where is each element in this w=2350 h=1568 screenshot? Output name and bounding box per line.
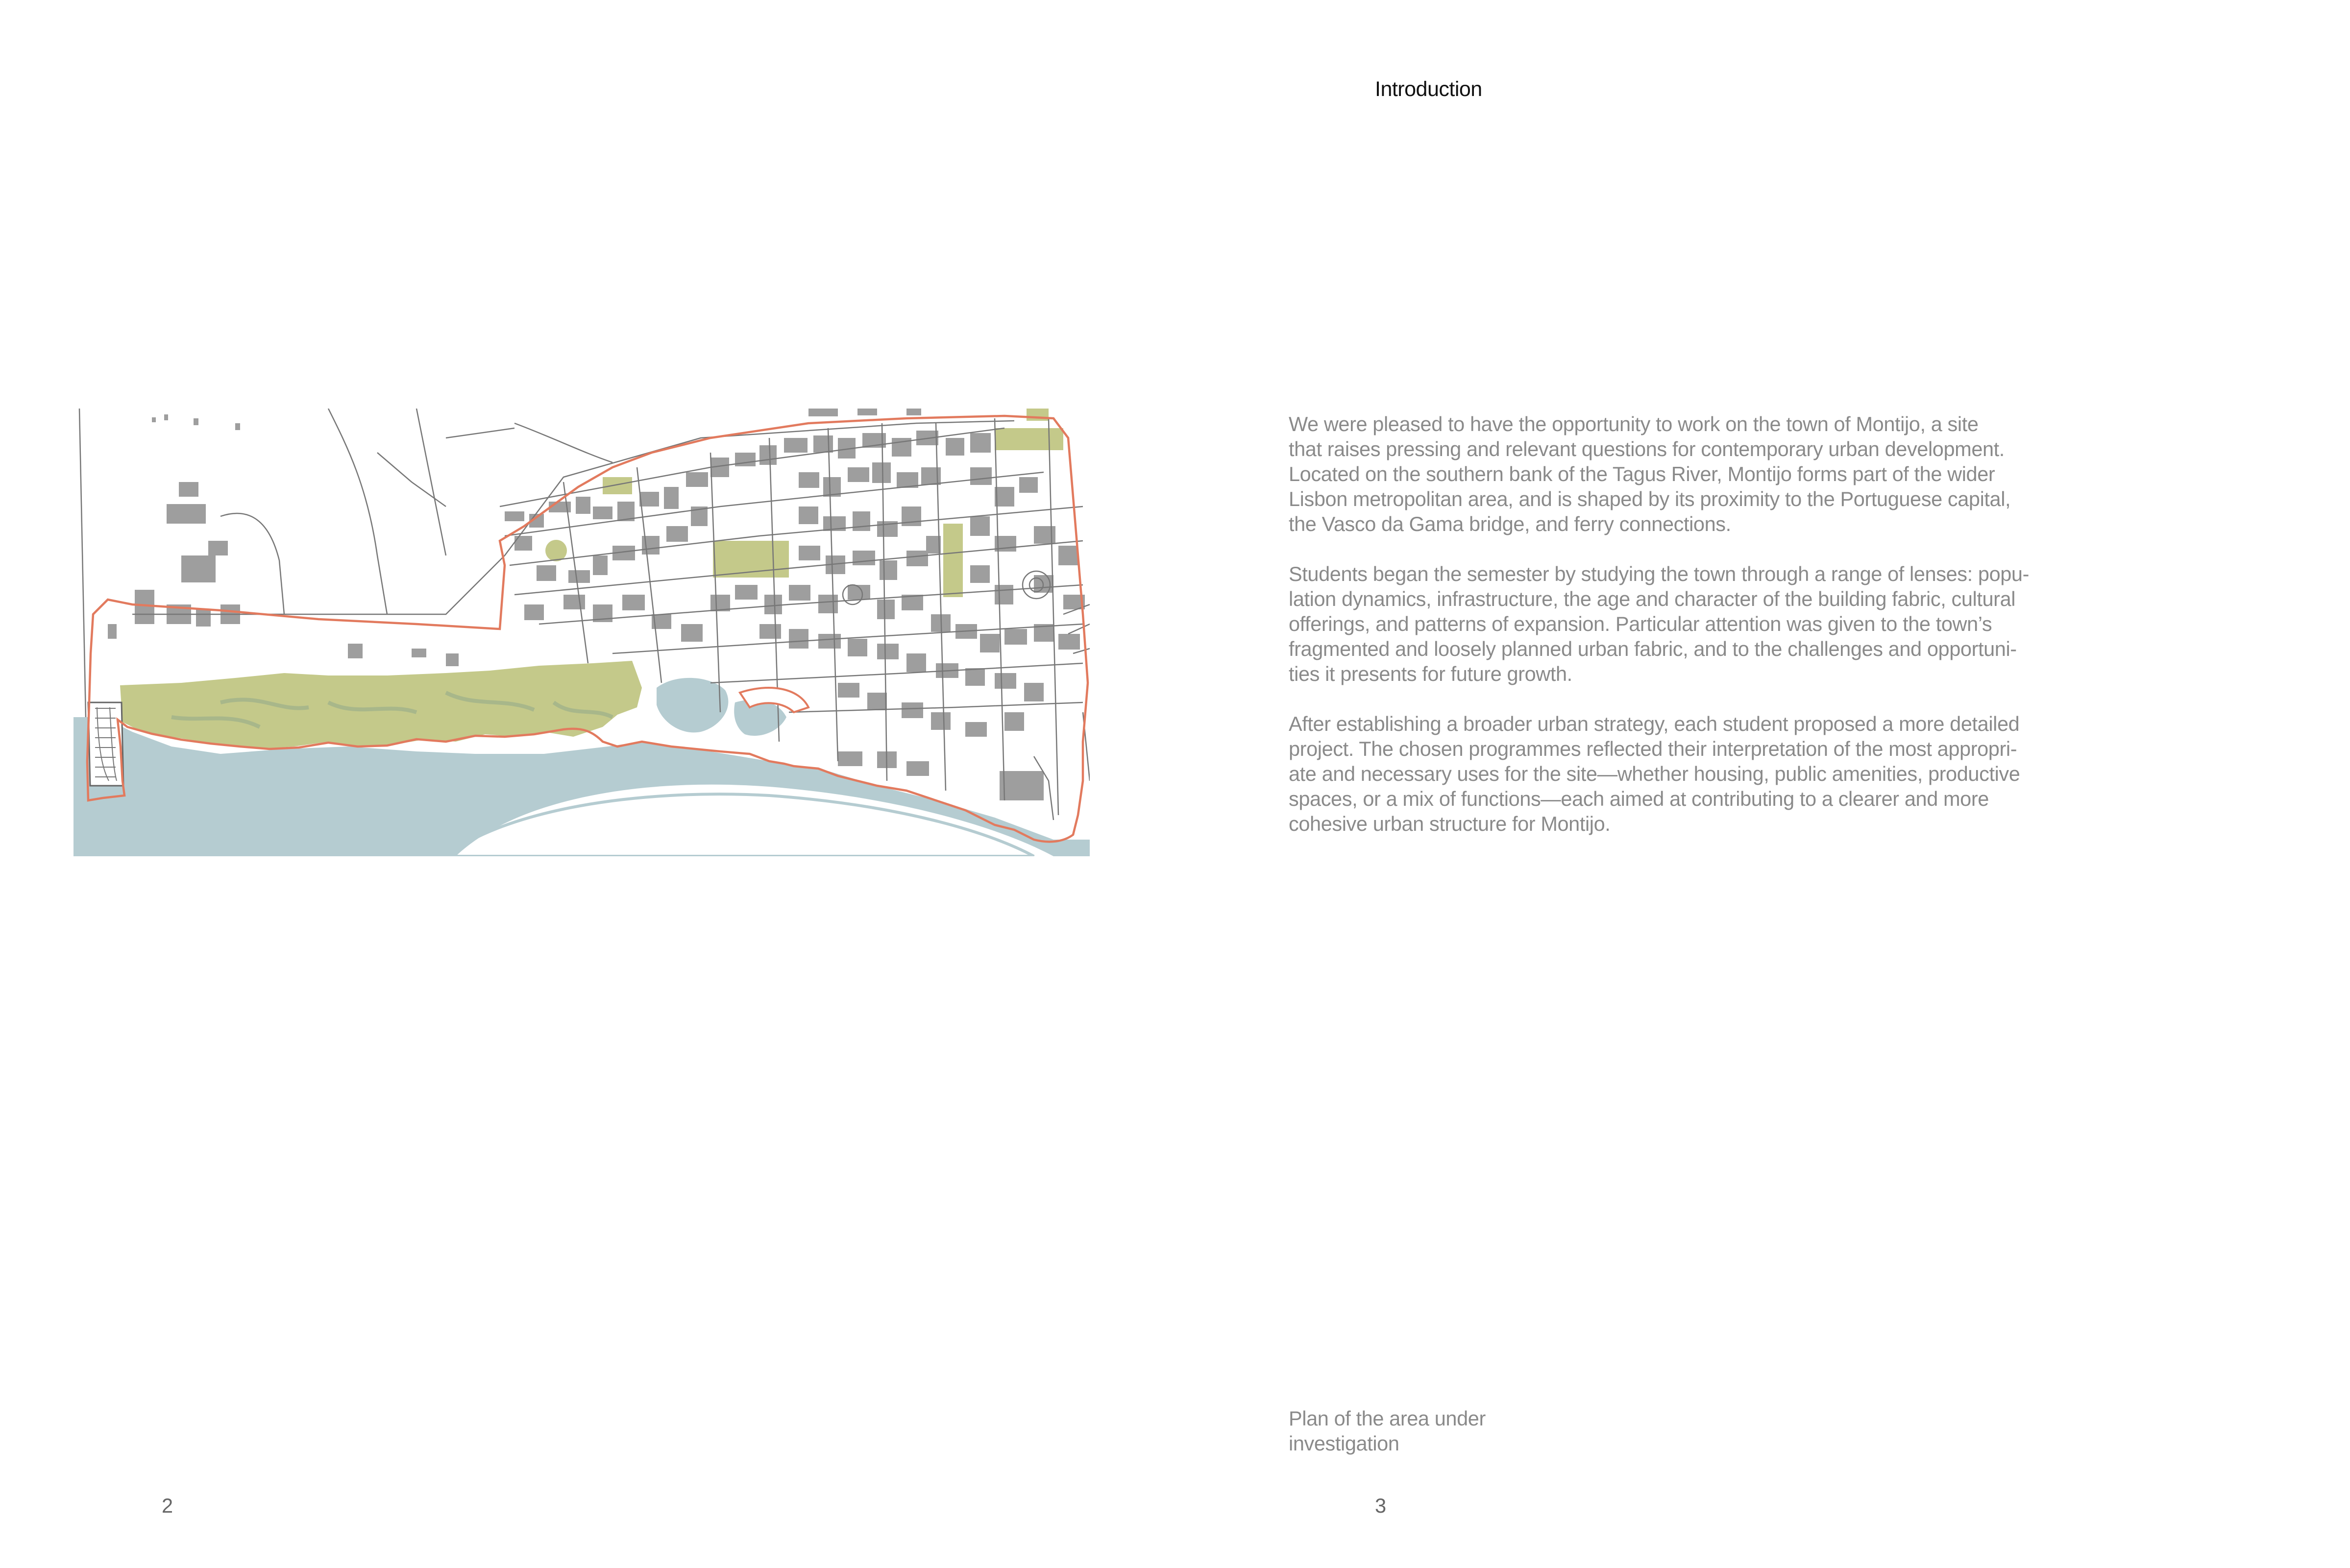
site-plan-svg <box>73 409 1090 856</box>
introduction-text <box>1289 411 2053 861</box>
intro-paragraph-2: Students began the semester by studying the town through a range of lenses: popu- lation dynamics, infrastructure, the age and character of the building fabric, cultural offerings, and patterns of expansion. Particular attention was given to the town’s fragmented and loosely planned urban fabric, and to the challenges and opportuni- ties it presents for future growth. <box>1289 562 2030 685</box>
map-green-park-4 <box>995 428 1063 450</box>
map-building-fabric <box>505 431 1085 800</box>
map-green-marsh <box>120 661 642 749</box>
map-dock-structure <box>88 702 123 786</box>
map-green-park-2 <box>943 524 963 597</box>
intro-paragraph-1: We were pleased to have the opportunity to work on the town of Montijo, a site that raises pressing and relevant questions for contemporary urban development. Located on the southern bank of the Tagus River, Montijo forms part of the wider Lisbon metropolitan area, and is shaped by its proximity to the Portuguese capital, the Vasco da Gama bridge, and ferry connections. <box>1289 412 2011 535</box>
page-number-right: 3 <box>1375 1494 1387 1517</box>
site-plan-map <box>73 409 1090 856</box>
intro-paragraph-3: After establishing a broader urban strategy, each student proposed a more detailed project. The chosen programmes reflected their interpretation of the most appropri- ate and necessary uses for the site—whether housing, public amenities, productive spaces, or a mix of functions—each aimed at contributing to a clearer and more cohesive urban structure for Montijo. <box>1289 712 2020 835</box>
map-water-inlets <box>657 678 786 736</box>
figure-caption: Plan of the area under investigation <box>1289 1407 1486 1455</box>
page-number-left: 2 <box>162 1494 173 1517</box>
map-green-park-3 <box>603 477 632 494</box>
section-title: Introduction <box>1375 77 1482 101</box>
map-green-park-6 <box>545 540 567 561</box>
